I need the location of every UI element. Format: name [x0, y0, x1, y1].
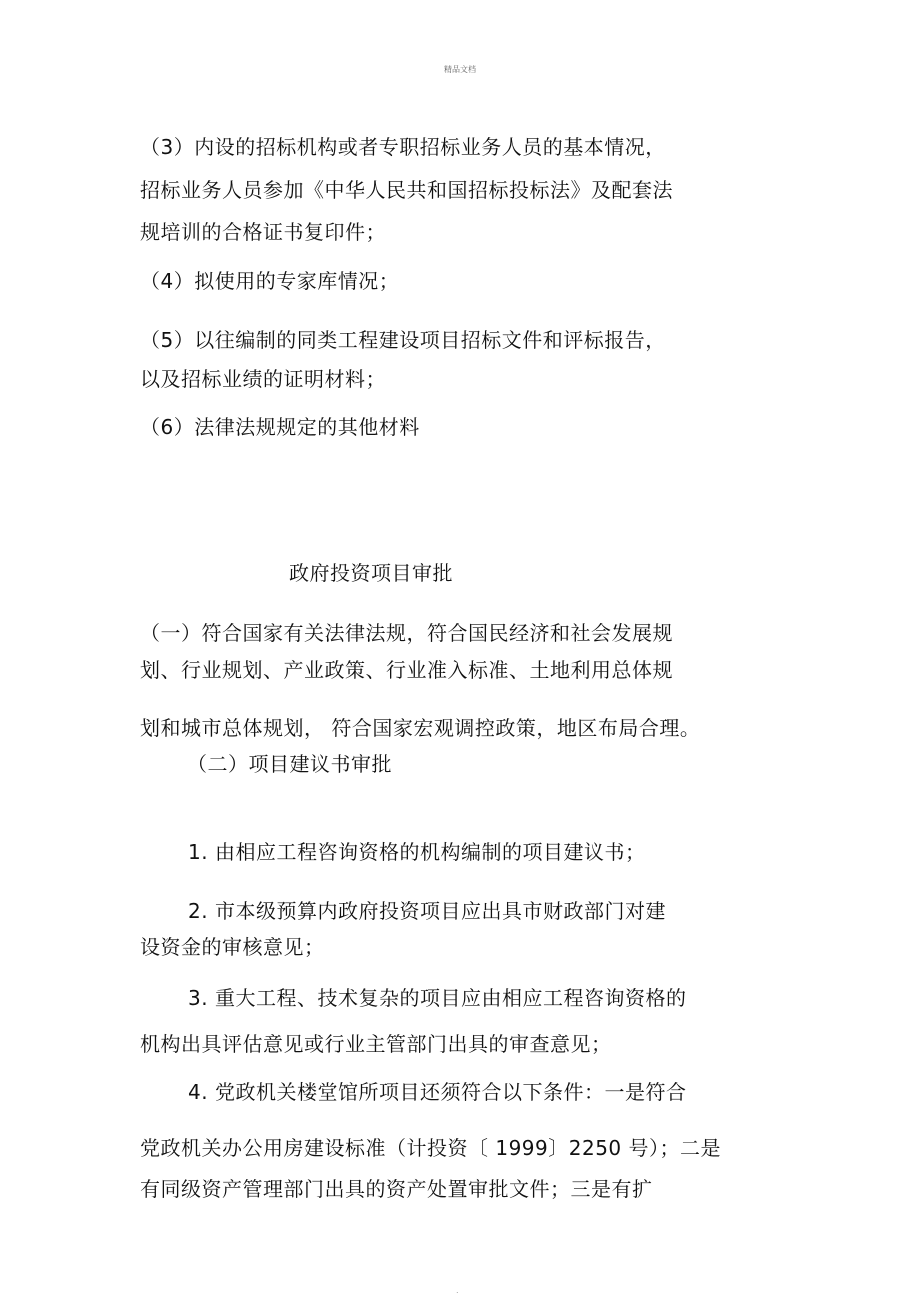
item-4-cont-1: 党政机关办公用房建设标准（计投资〔 1999〕2250 号）；二是: [140, 1136, 722, 1160]
item-2: 2. 市本级预算内政府投资项目应出具市财政部门对建: [188, 899, 666, 923]
line-9: 划、行业规划、产业政策、行业准入标准、土地利用总体规: [140, 658, 673, 682]
item-1: 1. 由相应工程咨询资格的机构编制的项目建议书；: [188, 840, 646, 864]
footer-dot: .: [456, 1286, 459, 1295]
line-8: （一）符合国家有关法律法规，符合国民经济和社会发展规: [140, 621, 673, 645]
section-title: 政府投资项目审批: [289, 561, 453, 585]
line-6: 以及招标业绩的证明材料；: [140, 367, 386, 391]
line-4: （4）拟使用的专家库情况；: [140, 269, 400, 293]
item-4-cont-2: 有同级资产管理部门出具的资产处置审批文件；三是有扩: [140, 1177, 653, 1201]
line-5: （5）以往编制的同类工程建设项目招标文件和评标报告，: [140, 328, 666, 352]
line-1: （3）内设的招标机构或者专职招标业务人员的基本情况，: [140, 135, 666, 159]
line-3: 规培训的合格证书复印件；: [140, 220, 386, 244]
page-header: 精品文档: [444, 65, 476, 74]
item-3-cont: 机构出具评估意见或行业主管部门出具的审查意见；: [140, 1032, 612, 1056]
item-4: 4. 党政机关楼堂馆所项目还须符合以下条件：一是符合: [188, 1080, 687, 1104]
item-3: 3. 重大工程、技术复杂的项目应由相应工程咨询资格的: [188, 986, 687, 1010]
line-10: 划和城市总体规划， 符合国家宏观调控政策，地区布局合理。: [140, 716, 701, 740]
line-7: （6）法律法规规定的其他材料: [140, 415, 420, 439]
item-2-cont: 设资金的审核意见；: [140, 935, 325, 959]
subsection-title: （二）项目建议书审批: [187, 752, 392, 776]
line-2: 招标业务人员参加《中华人民共和国招标投标法》及配套法: [140, 178, 673, 202]
